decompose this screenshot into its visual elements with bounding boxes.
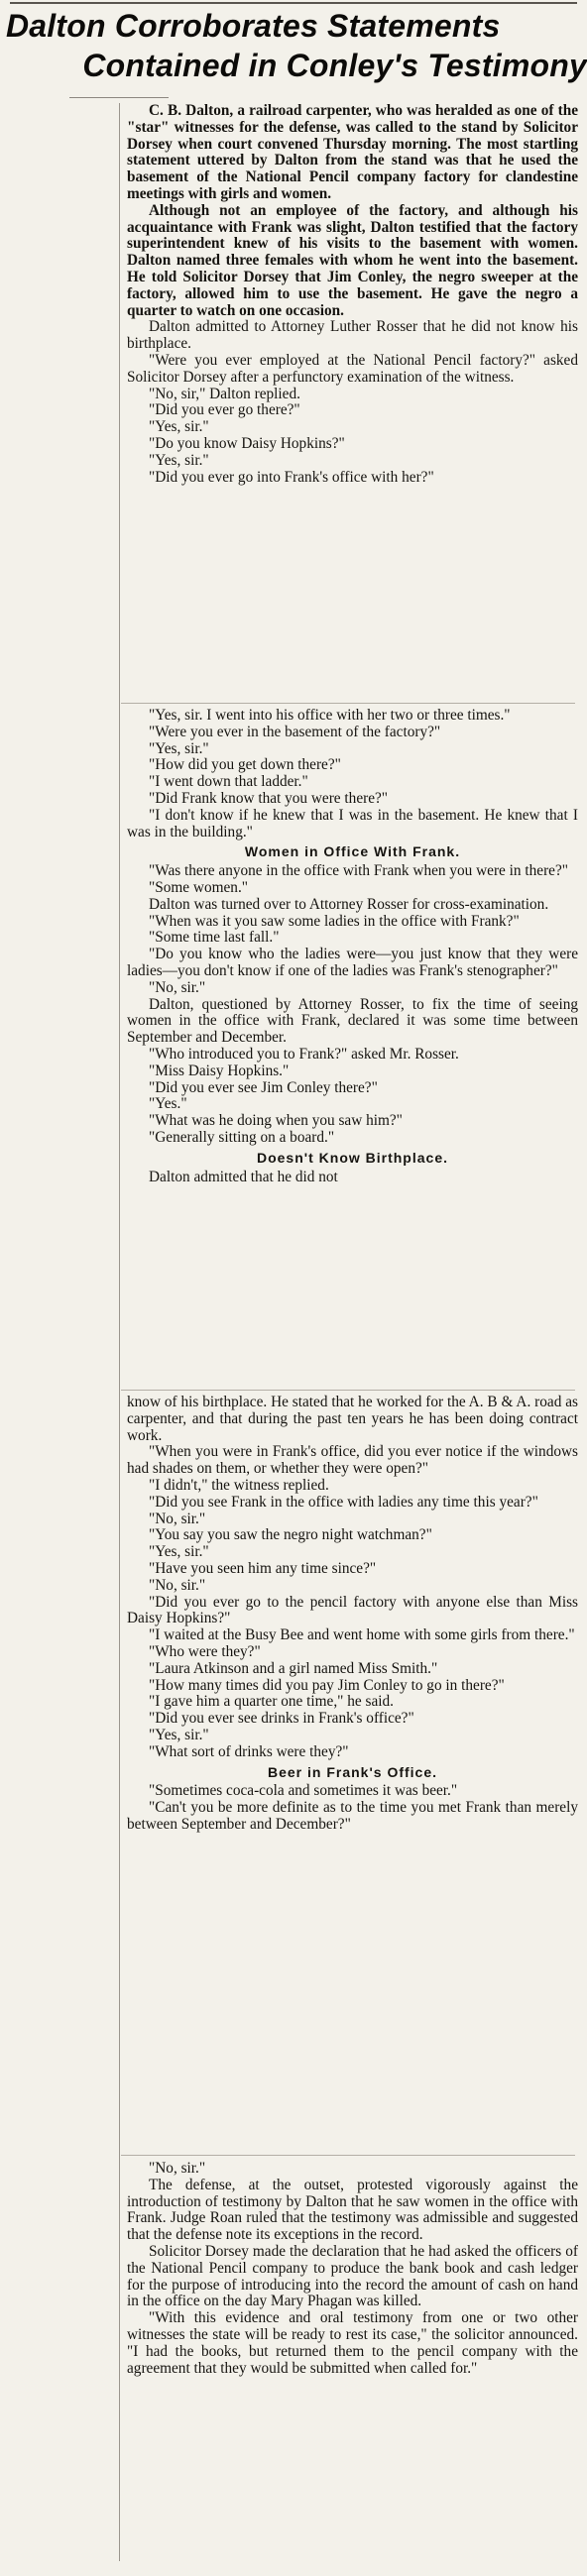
paragraph: "Have you seen him any time since?" [149,1559,377,1577]
paragraph: "Yes, sir." [149,739,209,757]
paragraph: "Yes." [149,1095,187,1113]
paragraph: "No, sir," Dalton replied. [149,385,300,402]
article-segment-3 [127,1395,578,1834]
subheading-beer: Beer in Frank's Office. [267,1763,438,1780]
paragraph: "No, sir." [149,978,206,996]
paragraph: "Yes, sir." [149,418,209,436]
paragraph: "Did you see Frank in the office with ladies any time this year?" [149,1493,538,1511]
paragraph: "When was it you saw some ladies in the office with Frank?" [149,912,520,930]
intro-paragraphs [127,103,578,486]
paragraph: "What sort of drinks were they?" [149,1742,349,1760]
paragraph: "Yes, sir." [149,1543,209,1561]
segment-rule [121,703,575,704]
paragraph: "Were you ever employed at the National Pencil factory?" asked Solicitor Dorsey after a perfunctory examination of the witness. [127,351,578,386]
paragraph: "I went down that ladder." [149,773,308,791]
paragraph: "Yes, sir." [149,451,209,469]
paragraph: "How did you get down there?" [149,756,341,774]
paragraph: "Laura Atkinson and a girl named Miss Smith." [149,1659,438,1677]
paragraph: "Did you ever go there?" [149,401,300,419]
paragraph: "No, sir." [149,2160,206,2177]
paragraph: "With this evidence and oral testimony from one or two other witnesses the state will be ready to rest its case," the solicitor announced. "I had the books, but returned them to the pencil company with the agreement that they would be submitted when called for." [127,2309,578,2377]
paragraph: "Yes, sir." [149,1726,209,1743]
paragraph: "Do you know who the ladies were—you just know that they were ladies—you don't know if one of the ladies was Frank's stenographer?" [127,946,578,979]
subheading-women-in-office: Women in Office With Frank. [244,843,461,860]
article-segment-2 [127,708,578,1185]
paragraph: Dalton, questioned by Attorney Rosser, to fix the time of seeing women in the office with Frank, declared it was some time between September and December. [127,995,578,1047]
paragraph: The defense, at the outset, protested vigorously against the introduction of testimony by Dalton that he saw women in the office with Frank. Judge Roan ruled that the testimony was admissible and suggested that the defense note its exceptions in the record. [127,2176,578,2244]
paragraph: Dalton admitted to Attorney Luther Rosser that he did not know his birthplace. [127,318,578,353]
paragraph: "Did you ever go into Frank's office with her?" [149,468,434,486]
subheading-birthplace: Doesn't Know Birthplace. [256,1149,448,1166]
paragraph: "Did you ever go to the pencil factory with anyone else than Miss Daisy Hopkins?" [127,1593,578,1627]
article-segment-4 [127,2161,578,2377]
paragraph: "I gave him a quarter one time," he said. [149,1693,394,1711]
segment-rule [121,2155,575,2156]
paragraph: "Generally sitting on a board." [149,1128,335,1146]
paragraph: "What was he doing when you saw him?" [149,1112,403,1130]
paragraph: "How many times did you pay Jim Conley to go in there?" [149,1676,505,1694]
paragraph: know of his birthplace. He stated that he worked for the A. B & A. road as carpenter, and that during the past ten years he has been doing contract work. [127,1394,578,1444]
headline-line-1: Dalton Corroborates Statements [6,8,501,44]
paragraph: "Some time last fall." [149,929,280,947]
paragraph: "Yes, sir. I went into his office with her two or three times." [149,707,511,724]
paragraph: "Did you ever see drinks in Frank's office?" [149,1710,414,1728]
paragraph: "Was there anyone in the office with Frank when you were in there?" [149,862,568,880]
paragraph: "Some women." [149,878,249,896]
segment-rule [121,1390,575,1391]
column-rule [119,103,120,2561]
paragraph: "Did you ever see Jim Conley there?" [149,1078,378,1096]
paragraph: C. B. Dalton, a railroad carpenter, who was heralded as one of the "star" witnesses for the defense, was called to the stand by Solicitor Dorsey when court convened Thursday morning. The most startling statement uttered by Dalton from the stand was that he used the basement of the National Pencil company factory for clandestine meetings with girls and women. [127,102,578,202]
paragraph: "I don't know if he knew that I was in the basement. He knew that I was in the building." [127,806,578,840]
paragraph: "Did Frank know that you were there?" [149,789,389,807]
paragraph: "Can't you be more definite as to the time you met Frank than merely between September and December?" [127,1799,578,1833]
paragraph: Although not an employee of the factory, and although his acquaintance with Frank was slight, Dalton testified that the factory superintendent knew of his visits to the basement with women. Dalton named three females with whom he went into the basement. He told Solicitor Dorsey that Jim Conley, the negro sweeper at the factory, allowed him to use the basement. He gave the negro a quarter to watch on one occasion. [127,201,578,319]
paragraph: "Who introduced you to Frank?" asked Mr. Rosser. [149,1045,459,1063]
paragraph: "When you were in Frank's office, did you ever notice if the windows had shades on them, or whether they were open?" [127,1443,578,1478]
headline-line-2: Contained in Conley's Testimony [82,48,587,83]
paragraph: "No, sir." [149,1576,206,1594]
paragraph: "I didn't," the witness replied. [149,1476,329,1494]
paragraph: Solicitor Dorsey made the declaration that he had asked the officers of the National Pencil company to produce the bank book and cash ledger for the purpose of introducing into the record the amount of cash on hand in the office on the day Mary Phagan was killed. [127,2242,578,2310]
paragraph: "Were you ever in the basement of the factory?" [149,723,441,740]
paragraph: Dalton admitted that he did not [149,1168,338,1185]
article-segment-1 [127,103,578,486]
paragraph: "Miss Daisy Hopkins." [149,1062,290,1079]
paragraph: Dalton was turned over to Attorney Rosser for cross-examination. [149,895,549,913]
headline-rule [69,97,169,98]
top-rule [10,2,577,4]
paragraph: "You say you saw the negro night watchman?" [149,1526,432,1544]
paragraph: "Do you know Daisy Hopkins?" [149,434,345,452]
paragraph: "No, sir." [149,1510,206,1527]
paragraph: "Who were they?" [149,1642,261,1660]
paragraph: "Sometimes coca-cola and sometimes it was beer." [149,1782,458,1800]
paragraph: "I waited at the Busy Bee and went home with some girls from there." [149,1626,575,1644]
